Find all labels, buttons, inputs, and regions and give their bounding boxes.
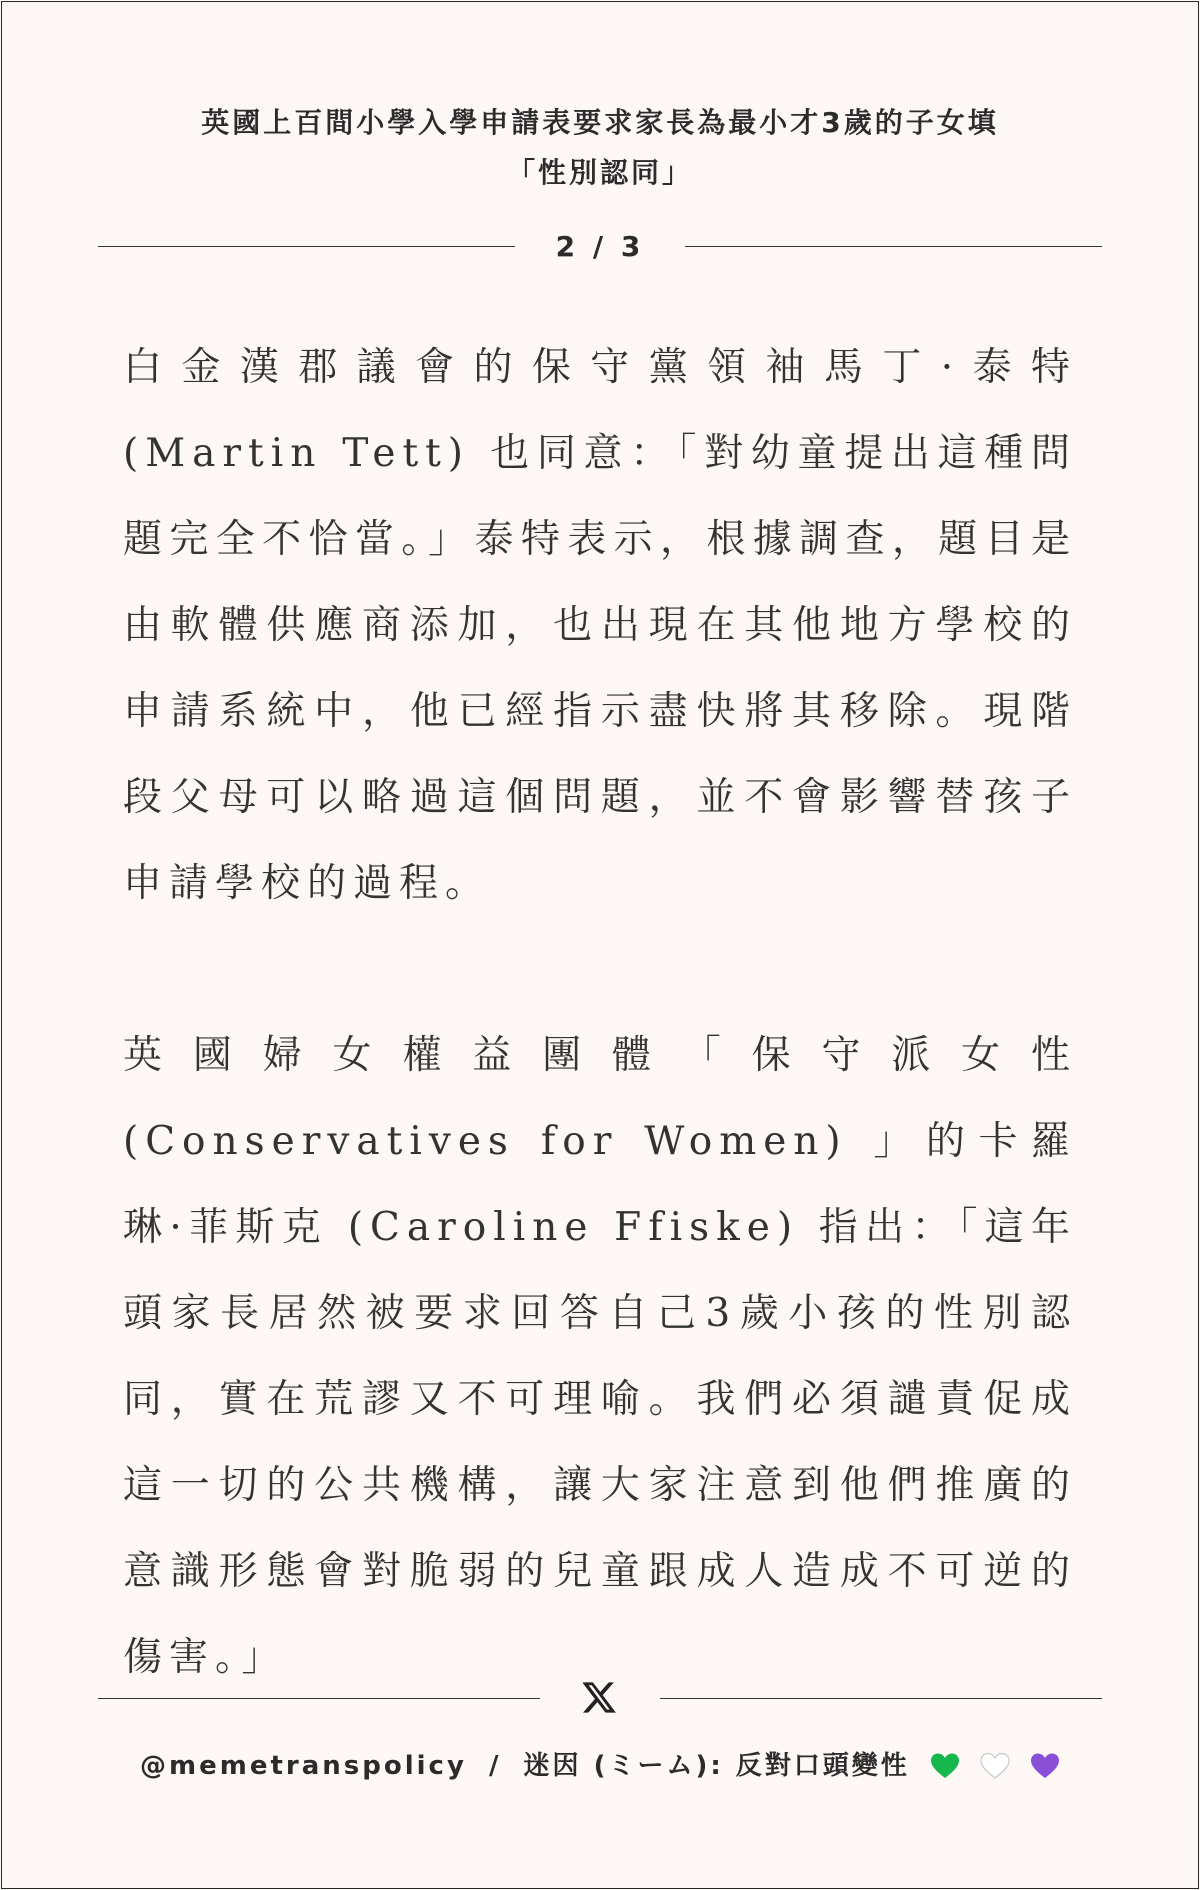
- page-indicator-row: [98, 226, 1102, 266]
- footer-tagline: 迷因 (ミーム): 反對口頭變性: [523, 1751, 910, 1781]
- footer-divider-row: [98, 1678, 1102, 1718]
- paragraph-2: 英國婦女權益團體「保守派女性 (Conservatives for Women) 」的卡羅琳·菲斯克 (Caroline Ffiske) 指出：「這年頭家長居然被要求回答自己3歲小孩的性別認同，實在荒謬又不可理喻。我們必須譴責促成這一切的公共機構，讓大家注意到他們推廣的意識形態會對脆弱的兒童跟成人造成不可逆的傷害。」: [123, 1033, 1077, 1680]
- x-logo-icon[interactable]: [540, 1682, 660, 1714]
- title-line-1: 英國上百間小學入學申請表要求家長為最小才3歲的子女填: [201, 106, 999, 139]
- footer-divider-line-right: [660, 1698, 1102, 1699]
- title-line-2: 「性別認同」: [506, 156, 693, 189]
- divider-line-left: [98, 246, 515, 247]
- green-heart-icon: [930, 1752, 960, 1792]
- footer: [100, 1746, 1100, 1792]
- divider-line-right: [685, 246, 1102, 247]
- purple-heart-icon: [1030, 1752, 1060, 1792]
- footer-separator: /: [488, 1751, 502, 1781]
- footer-handle[interactable]: @memetranspolicy: [140, 1751, 467, 1781]
- page-title: [100, 98, 1100, 198]
- white-heart-icon: [980, 1752, 1010, 1792]
- page-indicator: 2 / 3: [555, 229, 645, 263]
- paragraph-1: 白金漢郡議會的保守黨領袖馬丁·泰特 (Martin Tett) 也同意：「對幼童提出這種問題完全不恰當。」泰特表示，根據調查，題目是由軟體供應商添加，也出現在其他地方學校的申請系統中，他已經指示盡快將其移除。現階段父母可以略過這個問題，並不會影響替孩子申請學校的過程。: [123, 345, 1077, 906]
- article-body: [123, 325, 1077, 1701]
- footer-divider-line-left: [98, 1698, 540, 1699]
